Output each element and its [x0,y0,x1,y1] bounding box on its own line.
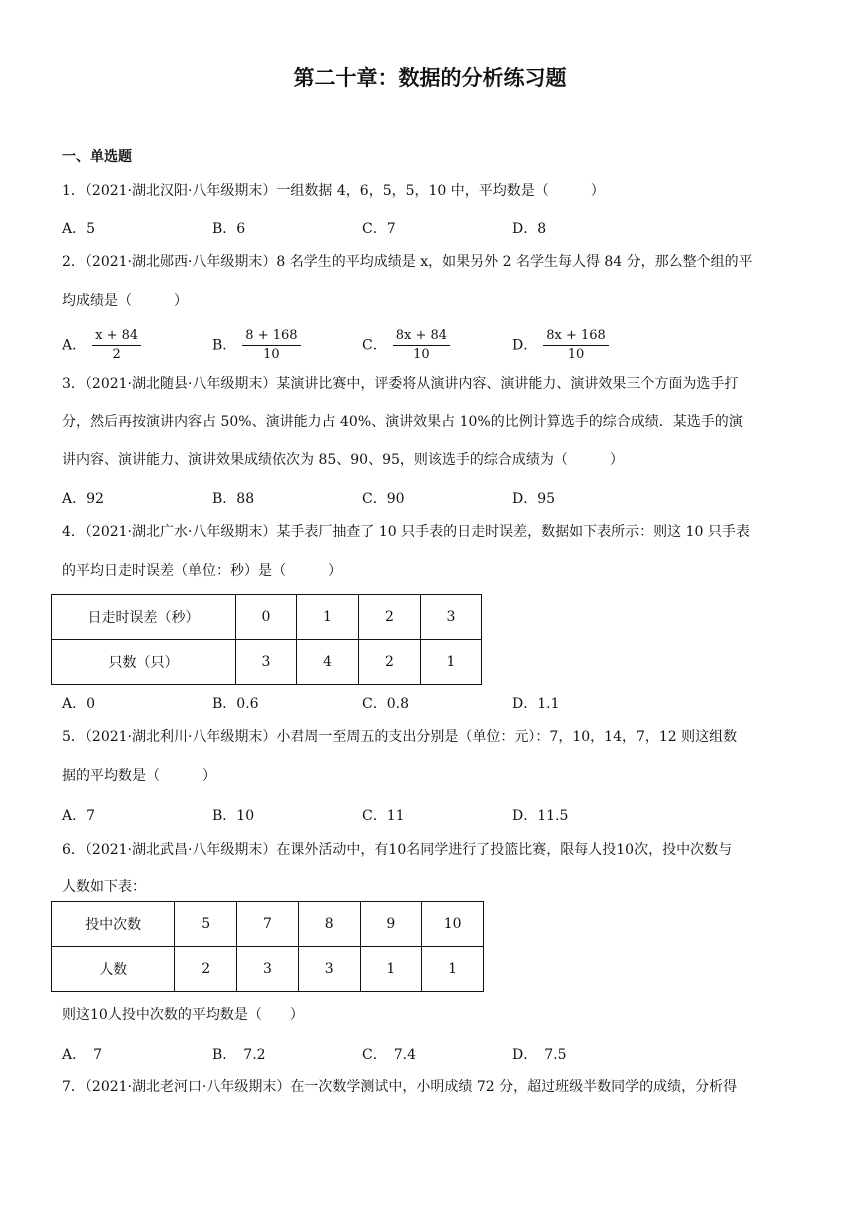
question-6-option-c: C． 7.4 [362,1047,416,1063]
fraction-denominator: 10 [567,347,585,362]
question-4-table [51,594,482,685]
question-5-option-c: C．11 [362,808,405,824]
question-3-option-a: A．92 [62,491,104,507]
page-title: 第二十章：数据的分析练习题 [293,66,567,90]
question-2-option-a [62,327,141,364]
table-cell: 1 [360,947,422,992]
table-cell: 4 [297,640,359,685]
option-letter: D． [512,337,538,354]
table-header-cell: 人数 [52,947,175,992]
table-row [52,947,484,992]
question-2-stem-line1: 2．（2021·湖北郧西·八年级期末）8 名学生的平均成绩是 x，如果另外 2 名学生每人得 84 分，那么整个组的平 [62,254,753,270]
table-cell: 1 [297,595,359,640]
question-4-option-c: C．0.8 [362,696,409,712]
question-2-option-c [362,327,450,364]
fraction [92,327,141,364]
fraction-numerator: 8 + 168 [242,327,300,346]
question-5-stem-line1: 5．（2021·湖北利川·八年级期末）小君周一至周五的支出分别是（单位：元）：7，10，14，7，12 则这组数 [62,729,738,745]
question-5-option-d: D．11.5 [512,808,569,824]
fraction [543,327,609,364]
table-header-cell: 投中次数 [52,902,175,947]
question-7-stem-line1: 7．（2021·湖北老河口·八年级期末）在一次数学测试中，小明成绩 72 分，超过班级半数同学的成绩，分析得 [62,1079,738,1095]
question-5-option-a: A．7 [62,808,96,824]
table-cell: 7 [237,902,299,947]
question-6-option-b: B． 7.2 [212,1047,266,1063]
table-cell: 10 [422,902,484,947]
fraction-numerator: 8x + 84 [393,327,450,346]
question-1-option-d: D．8 [512,221,547,237]
question-6-after-text: 则这10人投中次数的平均数是（ ） [62,1007,304,1023]
section-heading: 一、单选题 [62,149,132,165]
fraction [242,327,300,364]
fraction-denominator: 10 [263,347,280,362]
table-cell: 8 [298,902,360,947]
question-5-stem-line2: 据的平均数是（ ） [62,768,216,784]
question-6-stem-line1: 6．（2021·湖北武昌·八年级期末）在课外活动中，有10名同学进行了投篮比赛，限每人投10次，投中次数与 [62,842,733,858]
question-4-option-d: D．1.1 [512,696,560,712]
question-5-option-b: B．10 [212,808,255,824]
question-4-stem-line1: 4．（2021·湖北广水·八年级期末）某手表厂抽查了 10 只手表的日走时误差，数据如下表所示：则这 10 只手表 [62,524,750,540]
table-header-cell: 日走时误差（秒） [52,595,236,640]
table-row [52,902,484,947]
table-cell: 2 [359,640,421,685]
question-2-option-d [512,327,609,364]
table-cell: 1 [422,947,484,992]
table-row [52,595,482,640]
question-6-option-d: D． 7.5 [512,1047,567,1063]
table-cell: 0 [236,595,297,640]
question-2-option-b [212,327,301,364]
table-cell: 9 [360,902,422,947]
question-3-option-c: C．90 [362,491,405,507]
question-1-option-a: A．5 [62,221,96,237]
question-3-stem-line1: 3．（2021·湖北随县·八年级期末）某演讲比赛中，评委将从演讲内容、演讲能力、演讲效果三个方面为选手打 [62,376,739,392]
question-1-option-c: C．7 [362,221,396,237]
table-cell: 3 [237,947,299,992]
option-letter: B． [212,337,237,354]
table-row [52,640,482,685]
question-6-stem-line2: 人数如下表： [62,879,146,895]
table-cell: 2 [359,595,421,640]
table-cell: 3 [236,640,297,685]
question-6-table [51,901,484,992]
question-2-stem-line2: 均成绩是（ ） [62,293,188,309]
question-4-option-a: A．0 [62,696,96,712]
option-letter: A． [62,337,87,354]
fraction [393,327,450,364]
question-3-stem-line2: 分，然后再按演讲内容占 50%、演讲能力占 40%、演讲效果占 10%的比例计算选手的综合成绩．某选手的演 [62,414,743,430]
table-cell: 1 [421,640,482,685]
question-3-stem-line3: 讲内容、演讲能力、演讲效果成绩依次为 85、90、95，则该选手的综合成绩为（ ） [62,452,624,468]
fraction-numerator: x + 84 [92,327,141,346]
table-cell: 5 [175,902,237,947]
table-cell: 2 [175,947,237,992]
question-1-stem: 1．（2021·湖北汉阳·八年级期末）一组数据 4，6，5，5，10 中，平均数是（ ） [62,183,605,199]
question-6-option-a: A． 7 [62,1047,103,1063]
question-4-stem-line2: 的平均日走时误差（单位：秒）是（ ） [62,563,342,579]
fraction-numerator: 8x + 168 [543,327,609,346]
table-cell: 3 [298,947,360,992]
fraction-denominator: 10 [413,347,430,362]
table-cell: 3 [421,595,482,640]
question-4-option-b: B．0.6 [212,696,259,712]
question-1-option-b: B．6 [212,221,246,237]
question-3-option-d: D．95 [512,491,556,507]
question-3-option-b: B．88 [212,491,255,507]
fraction-denominator: 2 [112,347,121,362]
option-letter: C． [362,337,387,354]
table-header-cell: 只数（只） [52,640,236,685]
